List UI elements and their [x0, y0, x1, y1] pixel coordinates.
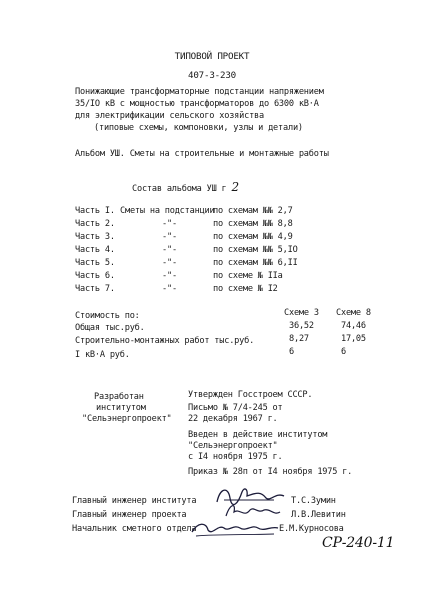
handwritten-album-number: 2	[231, 180, 239, 194]
column-header: Схеме 8	[336, 308, 371, 318]
signature-role: Главный инженер института	[72, 496, 197, 506]
title-line-2: 35/IO кВ с мощностью трансформаторов до 6300 кВ·А	[75, 99, 319, 109]
title-line-1: Понижающие трансформаторные подстанции напряжением	[75, 87, 324, 97]
signature-scribble-3	[188, 516, 280, 542]
signature-role: Начальник сметного отдела	[72, 524, 197, 534]
title-line-4: (типовые схемы, компоновки, узлы и детали)	[94, 123, 303, 133]
signature-name: Т.С.Зумин	[291, 496, 336, 506]
cost-title: Стоимость по:	[75, 311, 140, 321]
document-code: СР-240-11	[322, 535, 395, 551]
album-title: Альбом УШ. Сметы на строительные и монтажные работы	[75, 149, 329, 159]
signature-role: Главный инженер проекта	[72, 510, 187, 520]
project-number: 407-3-230	[188, 70, 236, 81]
column-header: Схеме 3	[284, 308, 319, 318]
signature-name: Л.В.Левитин	[291, 510, 346, 520]
project-type-label: ТИПОВОЙ ПРОЕКТ	[174, 51, 250, 62]
title-line-3: для электрификации сельского хозяйства	[75, 111, 265, 121]
composition-title: Состав альбома УШ г 2	[132, 180, 239, 194]
signature-name: Е.М.Курносова	[279, 524, 344, 534]
